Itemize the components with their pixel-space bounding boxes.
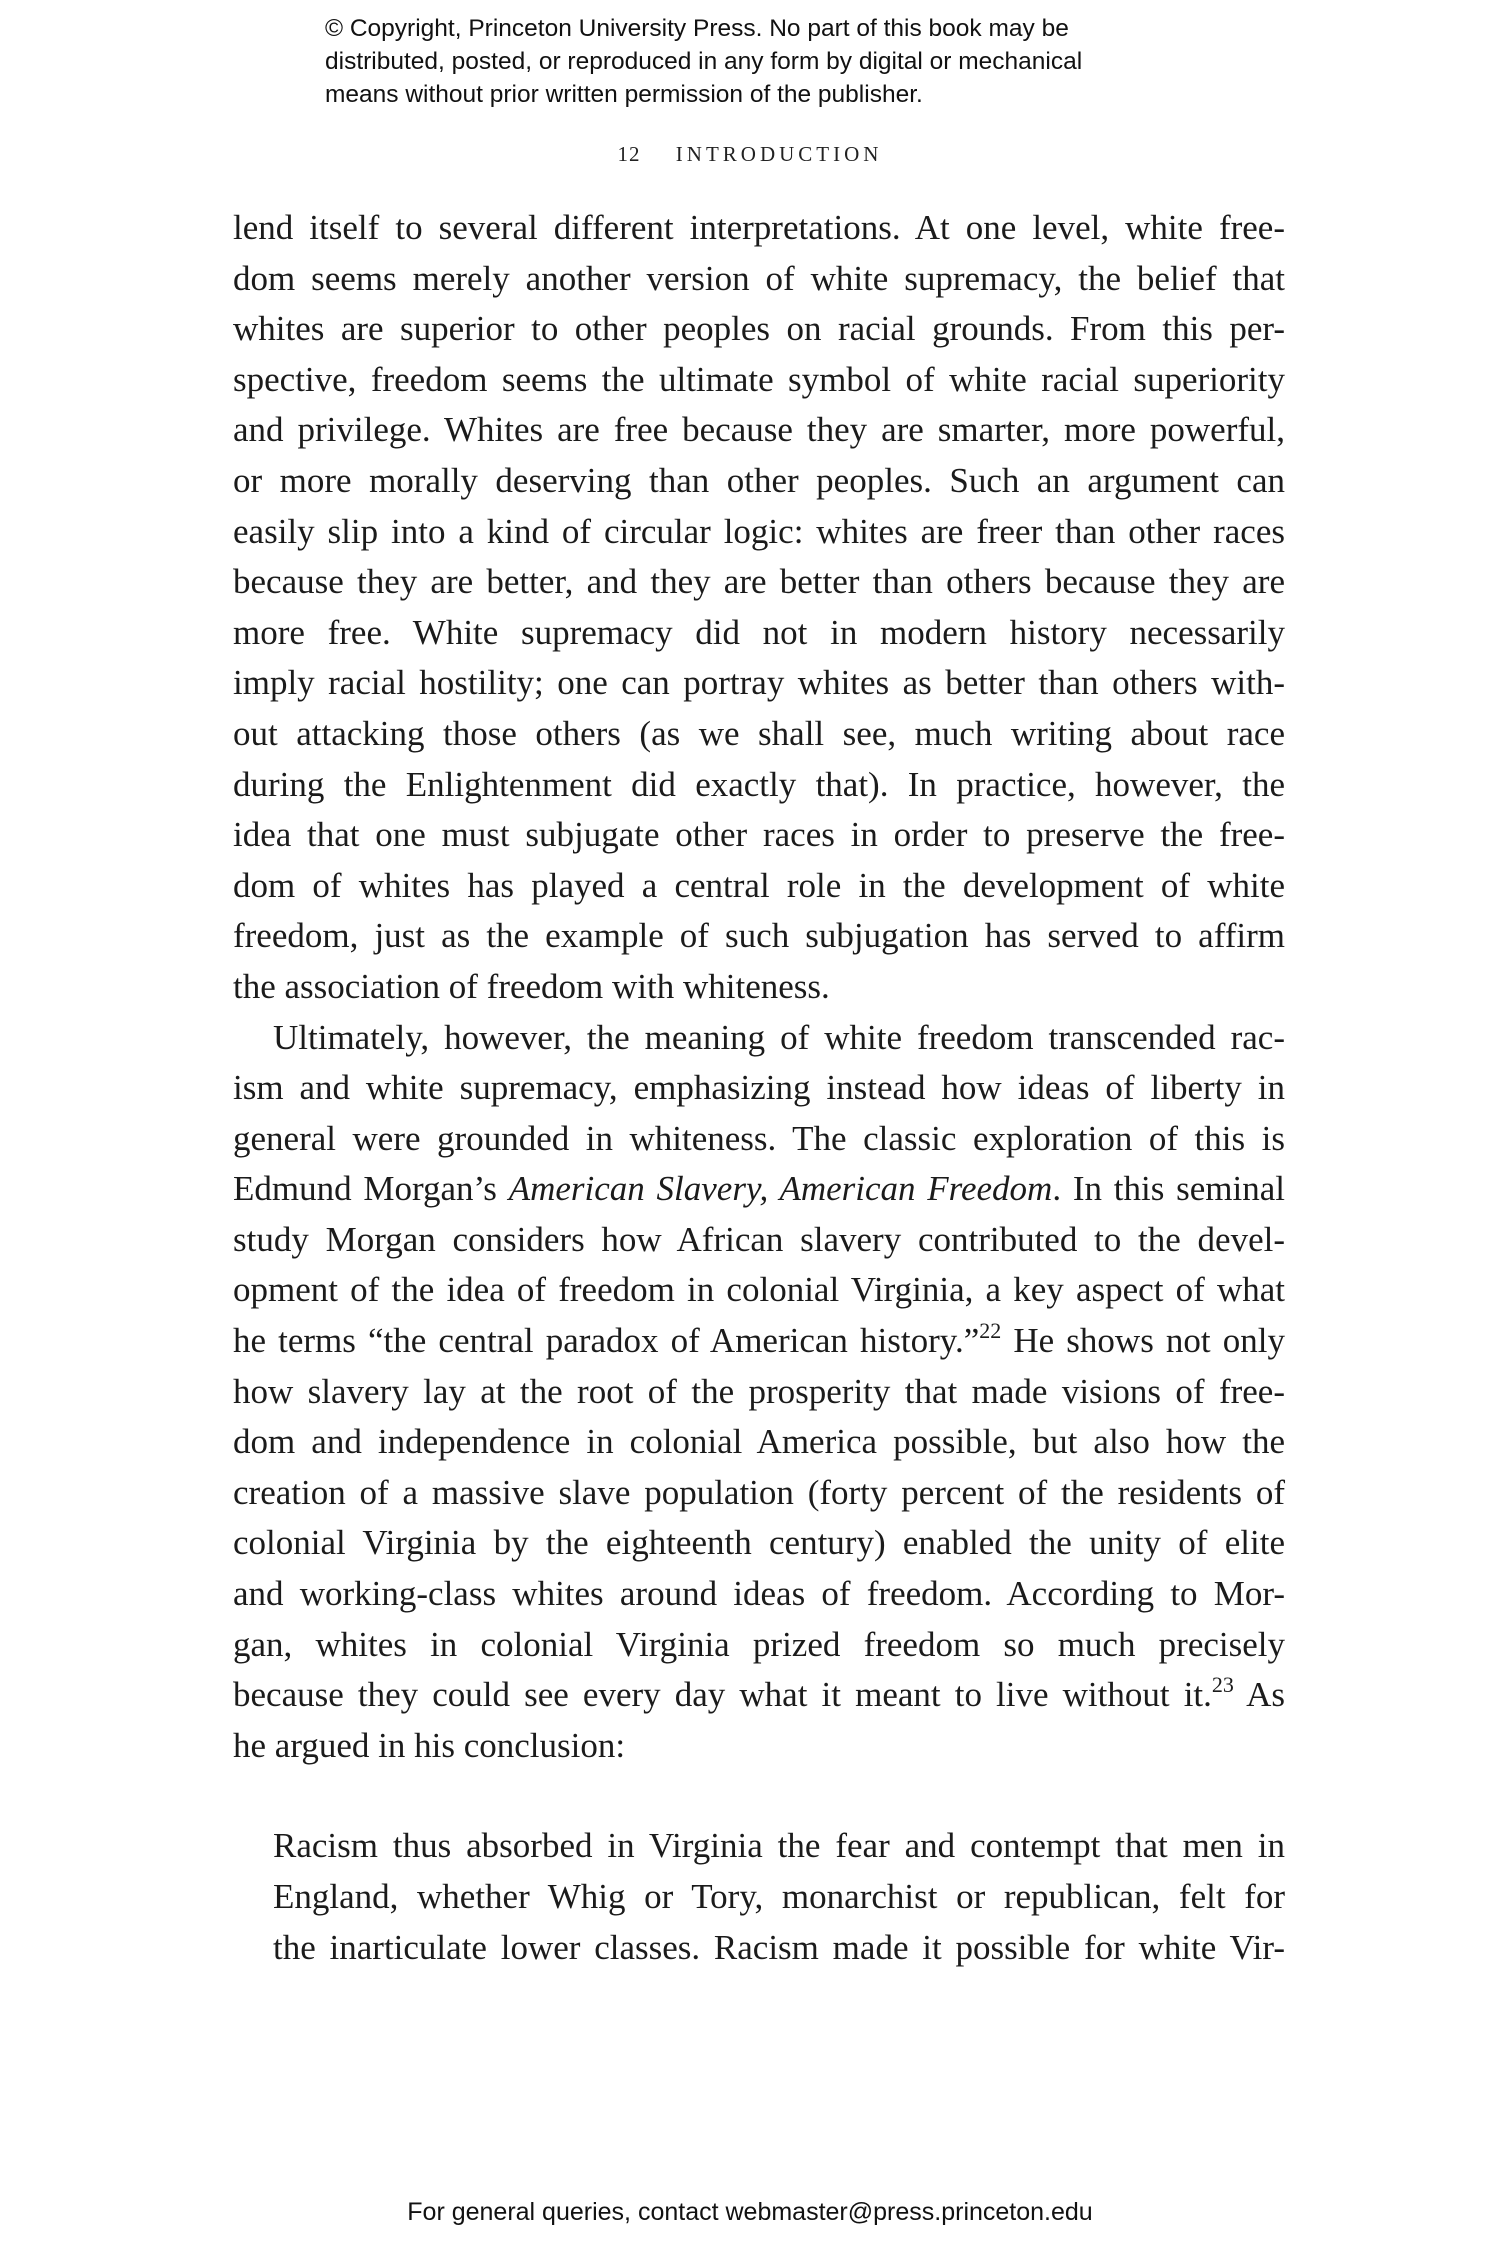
page-body <box>233 203 1285 1973</box>
copyright-line: distributed, posted, or reproduced in any form by digital or mechanical <box>325 48 1083 75</box>
paragraph <box>233 1013 1285 1772</box>
text-line: opment of the idea of freedom in colonial Virginia, a key aspect of what <box>233 1270 1285 1310</box>
text-line: out attacking those others (as we shall see, much writing about race <box>233 713 1285 753</box>
text-span: because they could see every day what it meant to live without it. <box>233 1675 1212 1715</box>
text-line: more free. White supremacy did not in modern history necessarily <box>233 612 1285 652</box>
footnote-marker: 22 <box>979 1318 1002 1344</box>
text-span: Edmund Morgan’s <box>233 1169 509 1209</box>
text-span: he terms “the central paradox of American history.” <box>233 1321 980 1361</box>
text-line: and privilege. Whites are free because they are smarter, more powerful, <box>233 410 1285 450</box>
quote-line: the inarticulate lower classes. Racism made it possible for white Vir- <box>273 1927 1285 1967</box>
text-span: He shows not only <box>1001 1321 1285 1361</box>
text-line: whites are superior to other peoples on racial grounds. From this per- <box>233 309 1285 349</box>
running-head <box>0 142 1500 167</box>
text-line: lend itself to several different interpretations. At one level, white free- <box>233 208 1285 247</box>
page-number: 12 <box>617 142 641 166</box>
text-line: the association of freedom with whiteness. <box>233 966 830 1006</box>
block-quote <box>233 1821 1285 1973</box>
footnote-marker: 23 <box>1211 1672 1234 1698</box>
text-line: because they are better, and they are better than others because they are <box>233 562 1285 602</box>
text-span: . In this seminal <box>1052 1169 1285 1209</box>
text-line: study Morgan considers how African slavery contributed to the devel- <box>233 1219 1285 1259</box>
book-title: American Slavery, American Freedom <box>508 1169 1053 1209</box>
text-line: spective, freedom seems the ultimate symbol of white racial superiority <box>233 359 1285 399</box>
text-line: imply racial hostility; one can portray whites as better than others with- <box>233 663 1285 703</box>
text-line: dom and independence in colonial America possible, but also how the <box>233 1422 1285 1462</box>
copyright-line: means without prior written permission of the publisher. <box>325 81 923 108</box>
text-line: freedom, just as the example of such subjugation has served to affirm <box>233 916 1285 956</box>
text-line: he argued in his conclusion: <box>233 1725 626 1765</box>
footer-contact: For general queries, contact webmaster@press.princeton.edu <box>407 2198 1093 2226</box>
text-line: creation of a massive slave population (forty percent of the residents of <box>233 1472 1285 1512</box>
text-line: dom of whites has played a central role in the development of white <box>233 865 1285 905</box>
text-line: how slavery lay at the root of the prosperity that made visions of free- <box>233 1371 1285 1411</box>
text-line: colonial Virginia by the eighteenth century) enabled the unity of elite <box>233 1523 1285 1563</box>
text-line: idea that one must subjugate other races in order to preserve the free- <box>233 815 1285 855</box>
text-line: gan, whites in colonial Virginia prized freedom so much precisely <box>233 1624 1285 1664</box>
paragraph <box>233 203 1285 1013</box>
text-line: general were grounded in whiteness. The classic exploration of this is <box>233 1118 1285 1158</box>
text-span: As <box>1233 1675 1285 1715</box>
text-line: and working-class whites around ideas of freedom. According to Mor- <box>233 1574 1285 1614</box>
quote-line: England, whether Whig or Tory, monarchist or republican, felt for <box>273 1877 1285 1916</box>
spacer <box>233 1771 1285 1821</box>
chapter-title: INTRODUCTION <box>675 142 883 166</box>
text-line: during the Enlightenment did exactly that). In practice, however, the <box>233 764 1285 804</box>
text-line: Ultimately, however, the meaning of white freedom transcended rac- <box>273 1017 1285 1057</box>
text-line: ism and white supremacy, emphasizing instead how ideas of liberty in <box>233 1068 1285 1108</box>
text-line <box>233 1164 1285 1215</box>
quote-line: Racism thus absorbed in Virginia the fear and contempt that men in <box>273 1826 1285 1866</box>
text-line <box>233 1670 1285 1721</box>
text-line <box>233 1316 1285 1367</box>
text-line: or more morally deserving than other peoples. Such an argument can <box>233 460 1285 500</box>
copyright-notice <box>325 12 1285 111</box>
text-line: easily slip into a kind of circular logic: whites are freer than other races <box>233 511 1285 551</box>
text-line: dom seems merely another version of white supremacy, the belief that <box>233 258 1285 298</box>
copyright-line: © Copyright, Princeton University Press. No part of this book may be <box>325 15 1069 42</box>
